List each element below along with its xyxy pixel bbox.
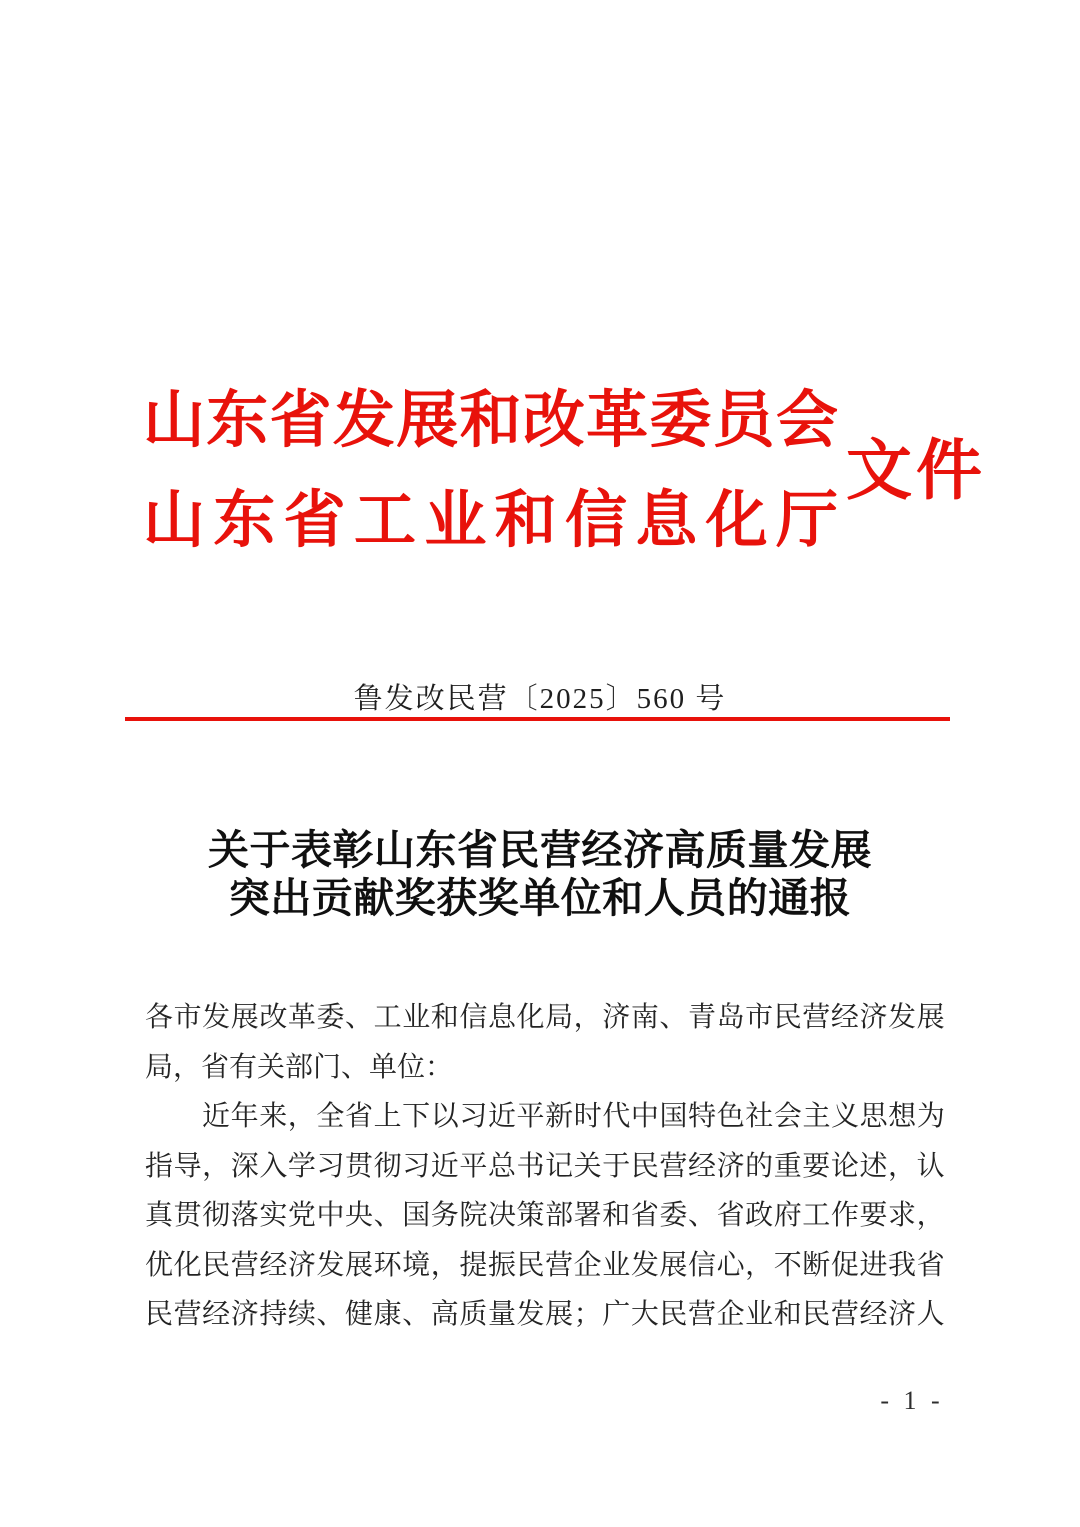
document-body bbox=[145, 993, 945, 1340]
salutation-line: 局，省有关部门、单位： bbox=[145, 1051, 454, 1083]
document-letterhead bbox=[143, 364, 986, 564]
document-type-label: 文件 bbox=[846, 434, 986, 508]
document-title-line-2: 突出贡献奖获奖单位和人员的通报 bbox=[228, 875, 852, 921]
body-line: 指 导 ， 深 入 学 习 贯 彻 习 近 平 总 书 记 关 于 民 营 经 济 的 重 要 论 述 ， 认 bbox=[145, 1150, 945, 1182]
document-title-line-1: 关于表彰山东省民营经济高质量发展 bbox=[208, 827, 872, 873]
document-title bbox=[0, 826, 1080, 922]
body-line: 民 营 经 济 持 续 、 健 康 、 高 质 量 发 展 ； 广 大 民 营 企 业 和 民 营 经 济 人 bbox=[145, 1299, 945, 1330]
issuing-org-line-2: 山 东 省 工 业 和 信 息 化 厅 bbox=[143, 486, 838, 555]
salutation-line: 各 市 发 展 改 革 委 、 工 业 和 信 息 化 局 ， 济 南 、 青 岛 市 民 营 经 济 发 展 bbox=[145, 1002, 945, 1033]
page-number: - 1 - bbox=[880, 1386, 944, 1415]
letterhead-divider-line bbox=[125, 717, 950, 721]
issuing-org-line-1: 山 东 省 发 展 和 改 革 委 员 会 bbox=[143, 386, 838, 455]
document-number: 鲁发改民营〔2025〕560 号 bbox=[353, 683, 727, 715]
body-line: 近 年 来 ， 全 省 上 下 以 习 近 平 新 时 代 中 国 特 色 社 会 主 义 思 想 为 bbox=[202, 1101, 945, 1132]
body-line: 真 贯 彻 落 实 党 中 央 、 国 务 院 决 策 部 署 和 省 委 、 省 政 府 工 作 要 求 ， bbox=[145, 1200, 945, 1231]
issuing-org-block bbox=[143, 364, 838, 564]
body-line: 优 化 民 营 经 济 发 展 环 境 ， 提 振 民 营 企 业 发 展 信 心 ， 不 断 促 进 我 省 bbox=[145, 1249, 945, 1281]
